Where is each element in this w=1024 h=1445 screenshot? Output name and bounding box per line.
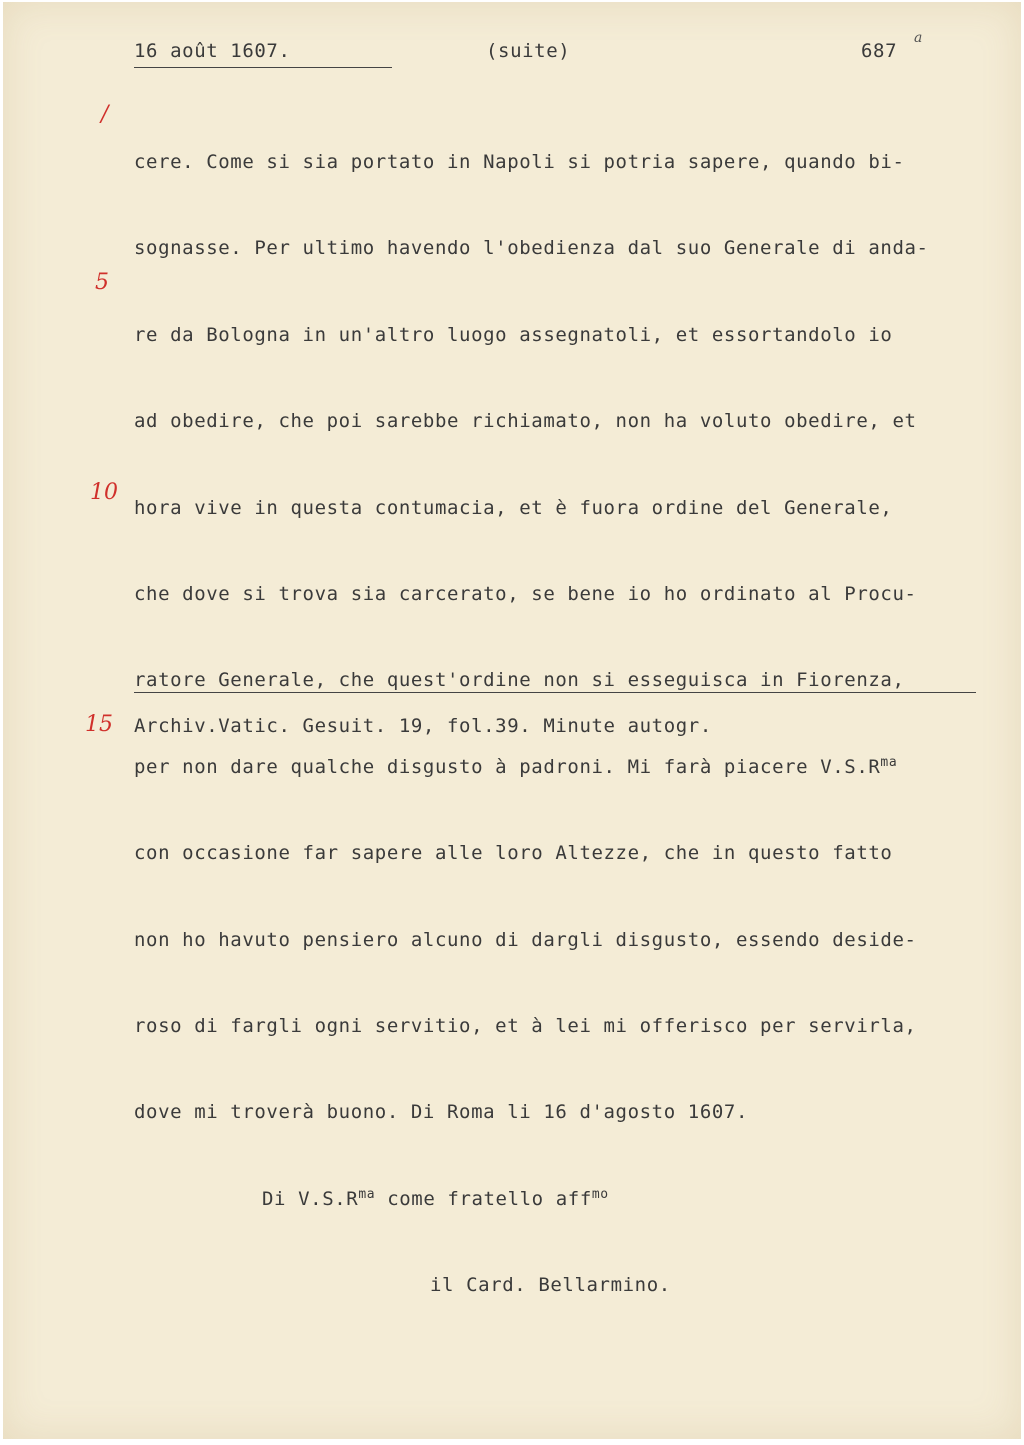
- text-line: ad obedire, che poi sarebbe richiamato, non ha voluto obedire, et: [134, 410, 917, 433]
- header-suite: (suite): [486, 40, 571, 62]
- text-line: roso di fargli ogni servitio, et à lei mi offerisco per servirla,: [134, 1014, 917, 1037]
- text-line: hora vive in questa contumacia, et è fuora ordine del Generale,: [134, 496, 893, 519]
- text-line: con occasione far sapere alle loro Altezze, che in questo fatto: [134, 842, 893, 865]
- footnote: Archiv.Vatic. Gesuit. 19, fol.39. Minute autogr.: [134, 715, 712, 737]
- text-line: re da Bologna in un'altro luogo assegnatoli, et essortandolo io: [134, 323, 893, 346]
- text-line: sognasse. Per ultimo havendo l'obedienza dal suo Generale di anda-: [134, 237, 929, 260]
- superscript: ma: [358, 1186, 376, 1202]
- text-line: cere. Come si sia portato in Napoli si potria sapere, quando bi-: [134, 151, 905, 173]
- margin-mark-line-1: /: [101, 102, 109, 127]
- superscript: mo: [591, 1186, 609, 1202]
- text-line: che dove si trova sia carcerato, se bene io ho ordinato al Procu-: [134, 582, 917, 605]
- closing-line: [134, 1178, 994, 1220]
- text-line: [134, 746, 994, 788]
- text-line: dove mi troverà buono. Di Roma li 16 d'agosto 1607.: [134, 1101, 748, 1124]
- text-line: non ho havuto pensiero alcuno di dargli disgusto, essendo deside-: [134, 928, 917, 951]
- margin-mark-line-15: 15: [85, 712, 113, 737]
- text-line-content: per non dare qualche disgusto à padroni. Mi farà piacere V.S.R: [134, 755, 881, 778]
- page-header: [3, 30, 1021, 70]
- text-line: ratore Generale, che quest'ordine non si esseguisca in Fiorenza,: [134, 669, 905, 692]
- margin-mark-line-10: 10: [90, 480, 118, 505]
- closing-salutation: Di V.S.R: [262, 1187, 359, 1210]
- superscript: ma: [880, 754, 898, 770]
- margin-mark-line-5: 5: [95, 270, 109, 295]
- page-number: 687: [861, 40, 898, 62]
- header-underline: [134, 67, 392, 68]
- document-page: [3, 2, 1021, 1439]
- header-date: 16 août 1607.: [134, 40, 291, 62]
- footnote-divider: [134, 692, 976, 693]
- page-number-suffix: a: [914, 30, 923, 46]
- signature: il Card. Bellarmino.: [430, 1274, 671, 1297]
- closing-phrase: come fratello aff: [375, 1187, 592, 1210]
